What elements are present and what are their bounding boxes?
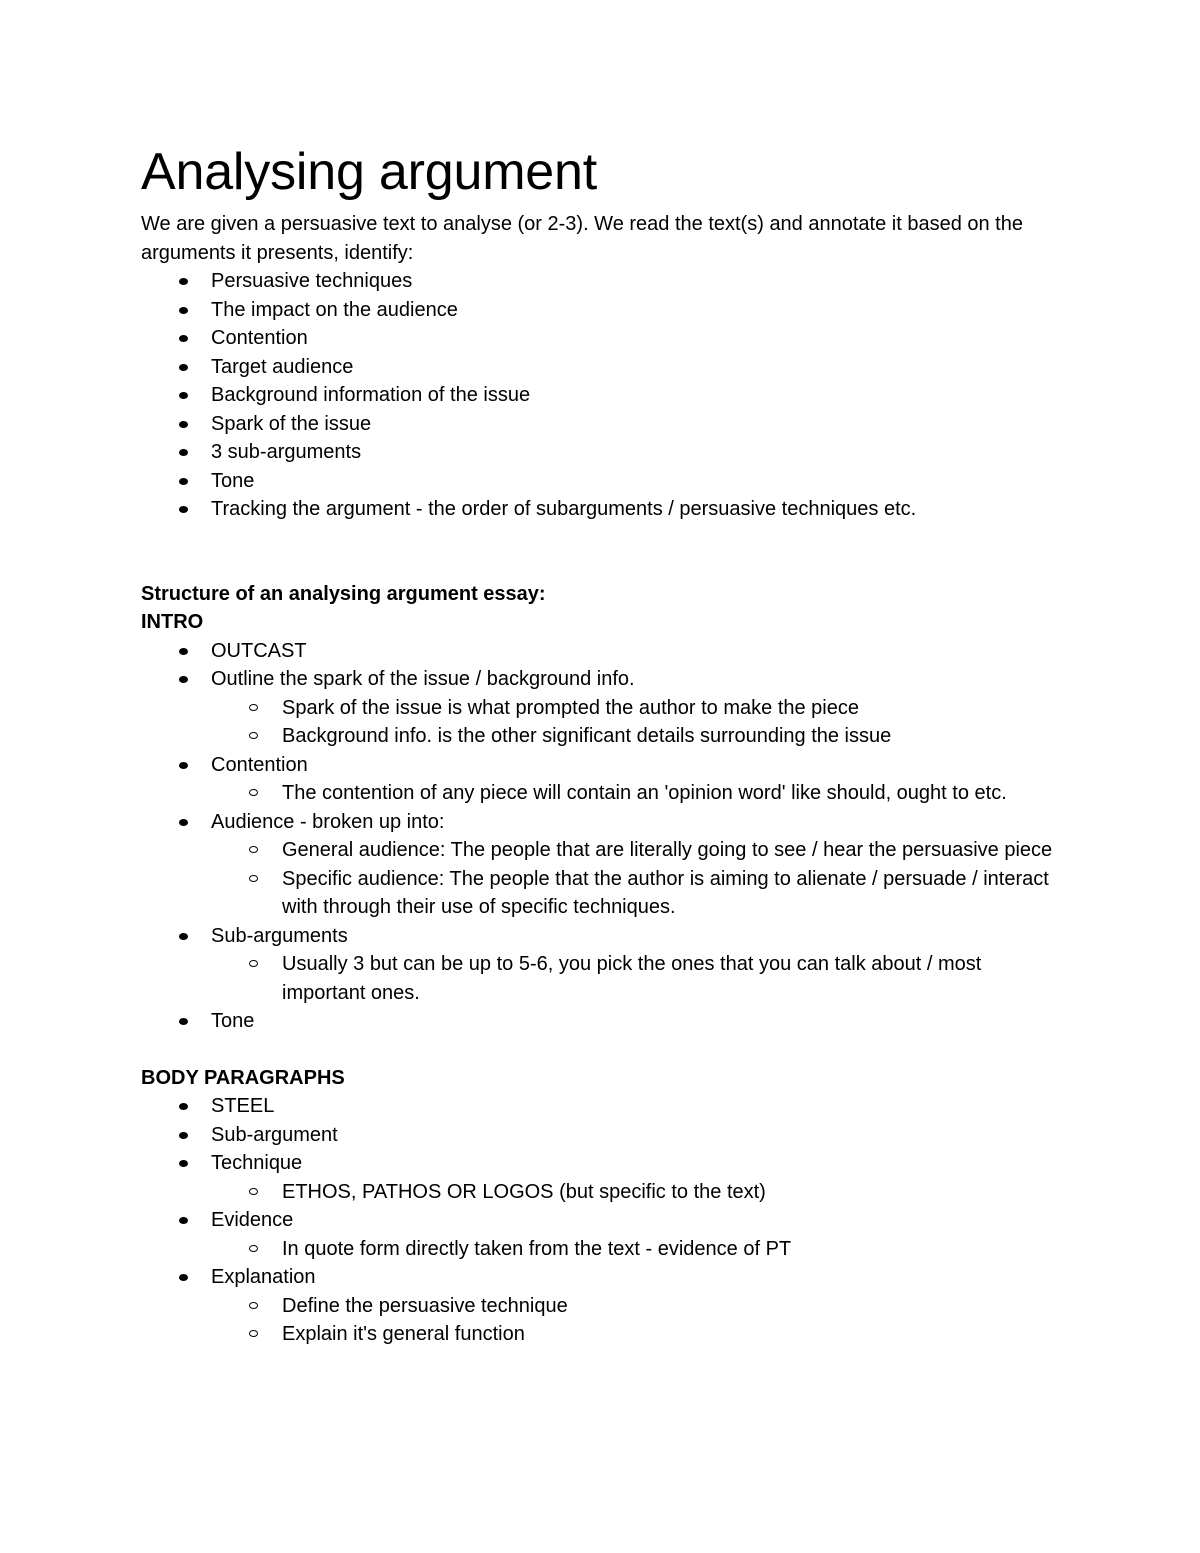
- list-item: Explanation: [141, 1263, 1200, 1292]
- list-item: Sub-arguments: [141, 922, 1200, 951]
- sub-list-item: In quote form directly taken from the text - evidence of PT: [141, 1235, 1057, 1264]
- structure-heading: Structure of an analysing argument essay:: [141, 582, 546, 605]
- bullet-icon: [179, 335, 188, 342]
- list-item: Tracking the argument - the order of subarguments / persuasive techniques etc.: [141, 495, 1200, 524]
- sub-list-item: Define the persuasive technique: [141, 1292, 1057, 1321]
- list-item: STEEL: [141, 1092, 1200, 1121]
- bullet-icon: [179, 364, 188, 371]
- intro-structure-list: [141, 808, 1200, 837]
- sub-list: [141, 950, 1200, 1007]
- sub-list-item: Explain it's general function: [141, 1320, 1057, 1349]
- hollow-bullet-icon: [249, 960, 258, 967]
- hollow-bullet-icon: [249, 875, 258, 882]
- hollow-bullet-icon: [249, 846, 258, 853]
- bullet-icon: [179, 819, 188, 826]
- sub-list-item: Usually 3 but can be up to 5-6, you pick the ones that you can talk about / most important ones.: [141, 950, 1057, 1007]
- bullet-icon: [179, 278, 188, 285]
- list-item: Target audience: [141, 353, 1200, 382]
- sub-list-item: General audience: The people that are literally going to see / hear the persuasive piece: [141, 836, 1057, 865]
- list-item: Outline the spark of the issue / background info.: [141, 665, 1200, 694]
- bullet-icon: [179, 392, 188, 399]
- list-item: Technique: [141, 1149, 1200, 1178]
- intro-structure-list: [141, 1007, 1200, 1036]
- bullet-icon: [179, 421, 188, 428]
- bullet-icon: [179, 1132, 188, 1139]
- bullet-icon: [179, 648, 188, 655]
- sub-list: [141, 1235, 1200, 1264]
- bullet-icon: [179, 1160, 188, 1167]
- list-item: Tone: [141, 1007, 1200, 1036]
- page-title: Analysing argument: [141, 143, 597, 201]
- list-item: 3 sub-arguments: [141, 438, 1200, 467]
- sub-list: [141, 1292, 1200, 1349]
- hollow-bullet-icon: [249, 1302, 258, 1309]
- hollow-bullet-icon: [249, 704, 258, 711]
- intro-structure-list: [141, 922, 1200, 951]
- bullet-icon: [179, 506, 188, 513]
- body-structure-list: [141, 1092, 1200, 1178]
- spacer: [141, 1036, 1200, 1064]
- intro-structure-list: [141, 751, 1200, 780]
- list-item: Evidence: [141, 1206, 1200, 1235]
- hollow-bullet-icon: [249, 1188, 258, 1195]
- hollow-bullet-icon: [249, 1245, 258, 1252]
- bullet-icon: [179, 762, 188, 769]
- sub-list-item: ETHOS, PATHOS OR LOGOS (but specific to the text): [141, 1178, 1057, 1207]
- hollow-bullet-icon: [249, 732, 258, 739]
- sub-list-item: Spark of the issue is what prompted the author to make the piece: [141, 694, 1057, 723]
- sub-list-item: The contention of any piece will contain an 'opinion word' like should, ought to etc.: [141, 779, 1057, 808]
- body-section-label: BODY PARAGRAPHS: [141, 1066, 345, 1089]
- intro-section-label: INTRO: [141, 611, 204, 633]
- body-structure-list: [141, 1206, 1200, 1235]
- list-item: OUTCAST: [141, 637, 1200, 666]
- list-item: The impact on the audience: [141, 296, 1200, 325]
- intro-structure-list: [141, 637, 1200, 694]
- bullet-icon: [179, 1274, 188, 1281]
- bullet-icon: [179, 478, 188, 485]
- hollow-bullet-icon: [249, 1330, 258, 1337]
- sub-list-item: Specific audience: The people that the author is aiming to alienate / persuade / interact with through their use of specific techniques.: [141, 865, 1057, 922]
- hollow-bullet-icon: [249, 789, 258, 796]
- spacer: [141, 524, 1200, 580]
- identify-list: [141, 267, 1200, 524]
- sub-list: [141, 694, 1200, 751]
- sub-list: [141, 779, 1200, 808]
- body-structure-list: [141, 1263, 1200, 1292]
- bullet-icon: [179, 933, 188, 940]
- bullet-icon: [179, 676, 188, 683]
- list-item: Tone: [141, 467, 1200, 496]
- list-item: Spark of the issue: [141, 410, 1200, 439]
- list-item: Sub-argument: [141, 1121, 1200, 1150]
- bullet-icon: [179, 1217, 188, 1224]
- bullet-icon: [179, 307, 188, 314]
- sub-list: [141, 1178, 1200, 1207]
- list-item: Contention: [141, 324, 1200, 353]
- bullet-icon: [179, 1018, 188, 1025]
- list-item: Contention: [141, 751, 1200, 780]
- intro-paragraph: We are given a persuasive text to analyse (or 2-3). We read the text(s) and annotate it based on the arguments it presents, identify:: [141, 213, 1023, 264]
- sub-list: [141, 836, 1200, 922]
- bullet-icon: [179, 449, 188, 456]
- list-item: Persuasive techniques: [141, 267, 1200, 296]
- sub-list-item: Background info. is the other significant details surrounding the issue: [141, 722, 1057, 751]
- list-item: Background information of the issue: [141, 381, 1200, 410]
- bullet-icon: [179, 1103, 188, 1110]
- list-item: Audience - broken up into:: [141, 808, 1200, 837]
